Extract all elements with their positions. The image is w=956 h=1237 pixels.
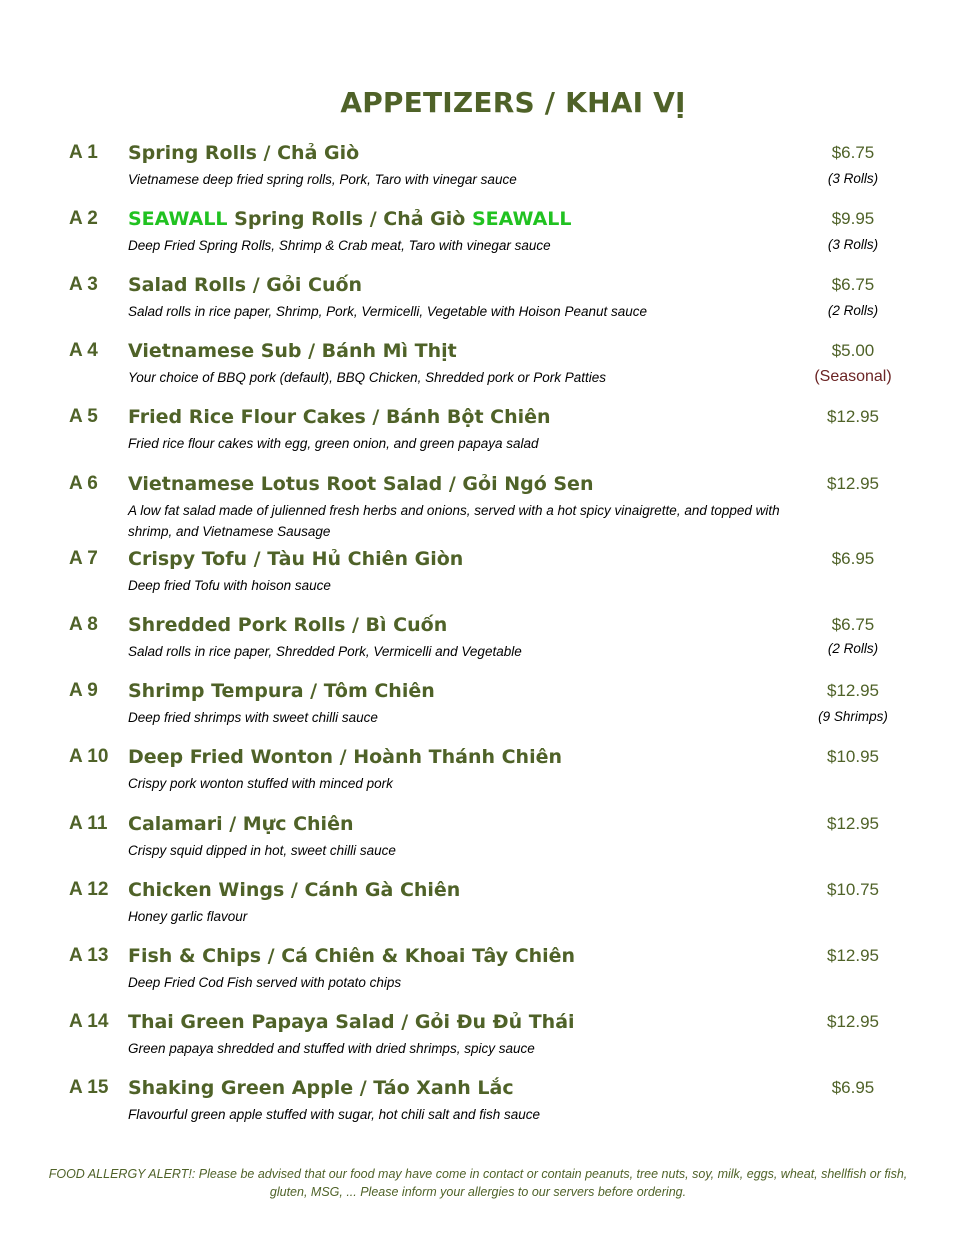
item-price: $6.75 bbox=[831, 275, 875, 294]
item-code: A 2 bbox=[69, 208, 98, 229]
item-price: $10.75 bbox=[827, 880, 879, 899]
item-description: Deep Fried Spring Rolls, Shrimp & Crab meat, Taro with vinegar sauce bbox=[128, 238, 551, 253]
item-description: A low fat salad made of julienned fresh herbs and onions, served with a hot spicy vinaigrette, and topped with shrimp, and Vietnamese Sausage bbox=[128, 503, 780, 539]
item-name: Spring Rolls / Chả Giò bbox=[128, 142, 360, 164]
item-name: Vietnamese Lotus Root Salad / Gỏi Ngó Sen bbox=[128, 473, 594, 495]
item-description: Salad rolls in rice paper, Shrimp, Pork, Vermicelli, Vegetable with Hoison Peanut sauce bbox=[128, 304, 648, 319]
item-price: $12.95 bbox=[827, 814, 879, 833]
item-portion: (3 Rolls) bbox=[827, 171, 879, 186]
page-title: APPETIZERS / KHAI VỊ bbox=[340, 86, 686, 119]
item-name: Shredded Pork Rolls / Bì Cuốn bbox=[128, 614, 448, 636]
item-description: Flavourful green apple stuffed with sugar, hot chili salt and fish sauce bbox=[128, 1107, 540, 1122]
item-code: A 9 bbox=[69, 680, 98, 701]
item-code: A 10 bbox=[69, 746, 109, 767]
item-code: A 11 bbox=[69, 813, 108, 834]
item-price: $10.95 bbox=[827, 747, 879, 766]
item-code: A 15 bbox=[69, 1077, 109, 1098]
item-code: A 13 bbox=[69, 945, 109, 966]
item-code: A 7 bbox=[69, 548, 98, 569]
item-price: $12.95 bbox=[827, 1012, 879, 1031]
item-price: $9.95 bbox=[831, 209, 875, 228]
item-description: Green papaya shredded and stuffed with dried shrimps, spicy sauce bbox=[128, 1041, 535, 1056]
item-price: $5.00 bbox=[831, 341, 875, 360]
item-price: $6.95 bbox=[831, 549, 875, 568]
item-price: $6.75 bbox=[831, 143, 875, 162]
item-price: $12.95 bbox=[827, 474, 879, 493]
item-code: A 14 bbox=[69, 1011, 109, 1032]
item-code: A 6 bbox=[69, 473, 98, 494]
item-name: Vietnamese Sub / Bánh Mì Thịt bbox=[128, 340, 457, 362]
item-code: A 5 bbox=[69, 406, 98, 427]
item-name bbox=[128, 208, 572, 230]
item-description: Deep fried shrimps with sweet chilli sauce bbox=[128, 710, 378, 725]
item-code: A 12 bbox=[69, 879, 109, 900]
item-code: A 3 bbox=[69, 274, 98, 295]
item-portion: (9 Shrimps) bbox=[818, 709, 888, 724]
item-name: Salad Rolls / Gỏi Cuốn bbox=[128, 274, 363, 296]
item-description: Salad rolls in rice paper, Shredded Pork, Vermicelli and Vegetable bbox=[128, 644, 522, 659]
item-name: Shaking Green Apple / Táo Xanh Lắc bbox=[128, 1077, 514, 1099]
item-price: $12.95 bbox=[827, 946, 879, 965]
item-price: $6.75 bbox=[831, 615, 875, 634]
brand-highlight: SEAWALL bbox=[471, 208, 572, 230]
item-name: Chicken Wings / Cánh Gà Chiên bbox=[128, 879, 461, 901]
item-description: Deep Fried Cod Fish served with potato chips bbox=[128, 975, 402, 990]
item-price: $12.95 bbox=[827, 681, 879, 700]
item-name: Fish & Chips / Cá Chiên & Khoai Tây Chiên bbox=[128, 945, 576, 967]
item-description: Fried rice flour cakes with egg, green onion, and green papaya salad bbox=[128, 436, 539, 451]
item-description: Honey garlic flavour bbox=[128, 909, 248, 924]
item-description: Your choice of BBQ pork (default), BBQ Chicken, Shredded pork or Pork Patties bbox=[128, 370, 606, 385]
item-name: Shrimp Tempura / Tôm Chiên bbox=[128, 680, 435, 702]
item-name: Fried Rice Flour Cakes / Bánh Bột Chiên bbox=[128, 406, 551, 428]
item-seasonal-note: (Seasonal) bbox=[814, 368, 892, 385]
item-description: Crispy pork wonton stuffed with minced pork bbox=[128, 776, 393, 791]
item-description: Deep fried Tofu with hoison sauce bbox=[128, 578, 331, 593]
item-code: A 1 bbox=[69, 142, 98, 163]
item-portion: (3 Rolls) bbox=[827, 237, 879, 252]
item-description: Vietnamese deep fried spring rolls, Pork, Taro with vinegar sauce bbox=[128, 172, 517, 187]
item-price: $6.95 bbox=[831, 1078, 875, 1097]
item-name: Calamari / Mực Chiên bbox=[128, 813, 354, 835]
item-portion: (2 Rolls) bbox=[827, 303, 879, 318]
brand-highlight: SEAWALL bbox=[128, 208, 228, 230]
item-name: Deep Fried Wonton / Hoành Thánh Chiên bbox=[128, 746, 563, 768]
item-code: A 8 bbox=[69, 614, 98, 635]
item-portion: (2 Rolls) bbox=[827, 641, 879, 656]
item-name: Crispy Tofu / Tàu Hủ Chiên Giòn bbox=[128, 548, 464, 570]
item-description: Crispy squid dipped in hot, sweet chilli sauce bbox=[128, 843, 396, 858]
item-price: $12.95 bbox=[827, 407, 879, 426]
allergy-alert: FOOD ALLERGY ALERT!: Please be advised that our food may have come in contact or contain peanuts, tree nuts, soy, milk, eggs, wheat, shellfish or fish, gluten, MSG, ... Please inform your allergies to our servers before ordering. bbox=[48, 1167, 908, 1199]
item-name: Thai Green Papaya Salad / Gỏi Đu Đủ Thái bbox=[128, 1011, 575, 1033]
item-name-text: Spring Rolls / Chả Giò bbox=[227, 208, 472, 230]
item-code: A 4 bbox=[69, 340, 98, 361]
